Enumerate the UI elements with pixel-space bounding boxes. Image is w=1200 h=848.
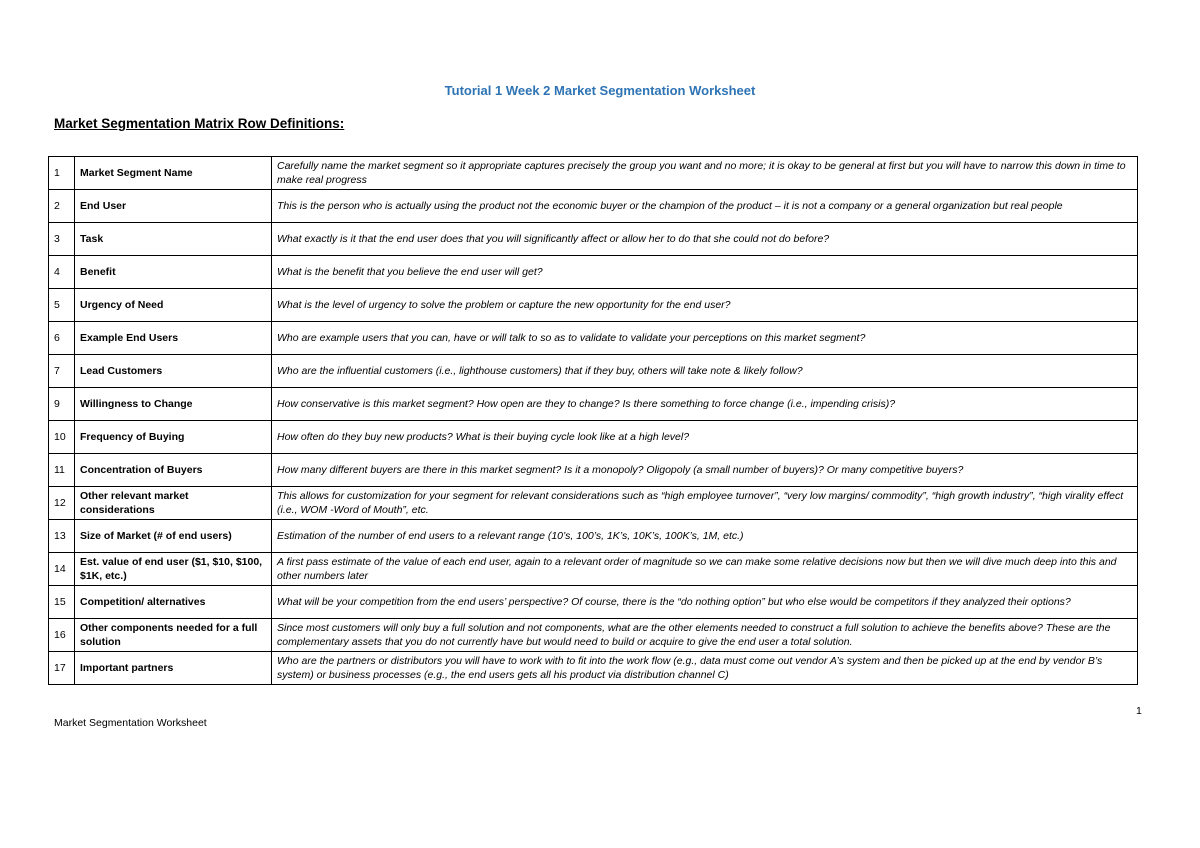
table-row — [49, 520, 1138, 553]
row-number: 12 — [49, 487, 75, 520]
row-definition: Carefully name the market segment so it appropriate captures precisely the group you want and no more; it is okay to be general at first but you will have to narrow this down in time to make real progress — [272, 157, 1138, 190]
row-name: End User — [75, 190, 272, 223]
row-name: Size of Market (# of end users) — [75, 520, 272, 553]
row-name: Other relevant market considerations — [75, 487, 272, 520]
row-number: 1 — [49, 157, 75, 190]
row-number: 2 — [49, 190, 75, 223]
row-number: 7 — [49, 355, 75, 388]
row-number: 6 — [49, 322, 75, 355]
row-definition: Since most customers will only buy a full solution and not components, what are the other elements needed to construct a full solution to achieve the benefits above? These are the complementary assets that you do not currently have but would need to build or acquire to give the end user a total solution. — [272, 619, 1138, 652]
row-definition: Who are the partners or distributors you will have to work with to fit into the work flow (e.g., data must come out vendor A’s system and then be picked up at the end by vendor B’s system) or business processes (e.g., the end users gets all his product via distribution channel C) — [272, 652, 1138, 685]
row-number: 4 — [49, 256, 75, 289]
row-definition: What is the benefit that you believe the end user will get? — [272, 256, 1138, 289]
row-number: 5 — [49, 289, 75, 322]
row-definition: This allows for customization for your segment for relevant considerations such as “high employee turnover”, “very low margins/ commodity”, “high growth industry”, “high virality effect (i.e., WOM -Word of Mouth”, etc. — [272, 487, 1138, 520]
row-number: 9 — [49, 388, 75, 421]
row-number: 16 — [49, 619, 75, 652]
row-number: 11 — [49, 454, 75, 487]
segmentation-matrix-table — [48, 156, 1138, 685]
row-name: Task — [75, 223, 272, 256]
table-row — [49, 619, 1138, 652]
row-name: Benefit — [75, 256, 272, 289]
row-number: 14 — [49, 553, 75, 586]
row-definition: Who are example users that you can, have or will talk to so as to validate to validate your perceptions on this market segment? — [272, 322, 1138, 355]
table-row — [49, 289, 1138, 322]
row-definition: Estimation of the number of end users to a relevant range (10’s, 100’s, 1K’s, 10K’s, 100K’s, 1M, etc.) — [272, 520, 1138, 553]
table-row — [49, 388, 1138, 421]
section-heading: Market Segmentation Matrix Row Definitions: — [54, 116, 345, 131]
footer-text: Market Segmentation Worksheet — [54, 717, 207, 729]
table-row — [49, 223, 1138, 256]
row-number: 15 — [49, 586, 75, 619]
table-row — [49, 256, 1138, 289]
table-row — [49, 553, 1138, 586]
row-number: 13 — [49, 520, 75, 553]
row-name: Est. value of end user ($1, $10, $100, $1K, etc.) — [75, 553, 272, 586]
row-name: Frequency of Buying — [75, 421, 272, 454]
row-number: 10 — [49, 421, 75, 454]
row-definition: What will be your competition from the end users’ perspective? Of course, there is the “do nothing option” but who else would be competitors if they analyzed their options? — [272, 586, 1138, 619]
row-definition: What exactly is it that the end user does that you will significantly affect or allow her to do that she could not do before? — [272, 223, 1138, 256]
table-row — [49, 322, 1138, 355]
row-definition: This is the person who is actually using the product not the economic buyer or the champion of the product – it is not a company or a general organization but real people — [272, 190, 1138, 223]
row-definition: A first pass estimate of the value of each end user, again to a relevant order of magnitude so we can make some relative decisions now but then we will dive much deep into this and other numbers later — [272, 553, 1138, 586]
table-row — [49, 454, 1138, 487]
row-name: Urgency of Need — [75, 289, 272, 322]
row-definition: What is the level of urgency to solve the problem or capture the new opportunity for the end user? — [272, 289, 1138, 322]
table-row — [49, 586, 1138, 619]
row-name: Important partners — [75, 652, 272, 685]
table-row — [49, 652, 1138, 685]
row-number: 3 — [49, 223, 75, 256]
row-name: Market Segment Name — [75, 157, 272, 190]
row-name: Lead Customers — [75, 355, 272, 388]
row-number: 17 — [49, 652, 75, 685]
row-definition: How conservative is this market segment? How open are they to change? Is there something to force change (i.e., impending crisis)? — [272, 388, 1138, 421]
row-name: Competition/ alternatives — [75, 586, 272, 619]
row-name: Other components needed for a full solution — [75, 619, 272, 652]
row-definition: How often do they buy new products? What is their buying cycle look like at a high level? — [272, 421, 1138, 454]
table-row — [49, 355, 1138, 388]
document-title: Tutorial 1 Week 2 Market Segmentation Worksheet — [444, 83, 756, 98]
row-name: Example End Users — [75, 322, 272, 355]
row-name: Concentration of Buyers — [75, 454, 272, 487]
table-row — [49, 421, 1138, 454]
table-row — [49, 487, 1138, 520]
row-definition: How many different buyers are there in this market segment? Is it a monopoly? Oligopoly (a small number of buyers)? Or many competitive buyers? — [272, 454, 1138, 487]
row-name: Willingness to Change — [75, 388, 272, 421]
row-definition: Who are the influential customers (i.e., lighthouse customers) that if they buy, others will take note & likely follow? — [272, 355, 1138, 388]
table-row — [49, 190, 1138, 223]
page-number: 1 — [1136, 705, 1142, 717]
table-row — [49, 157, 1138, 190]
